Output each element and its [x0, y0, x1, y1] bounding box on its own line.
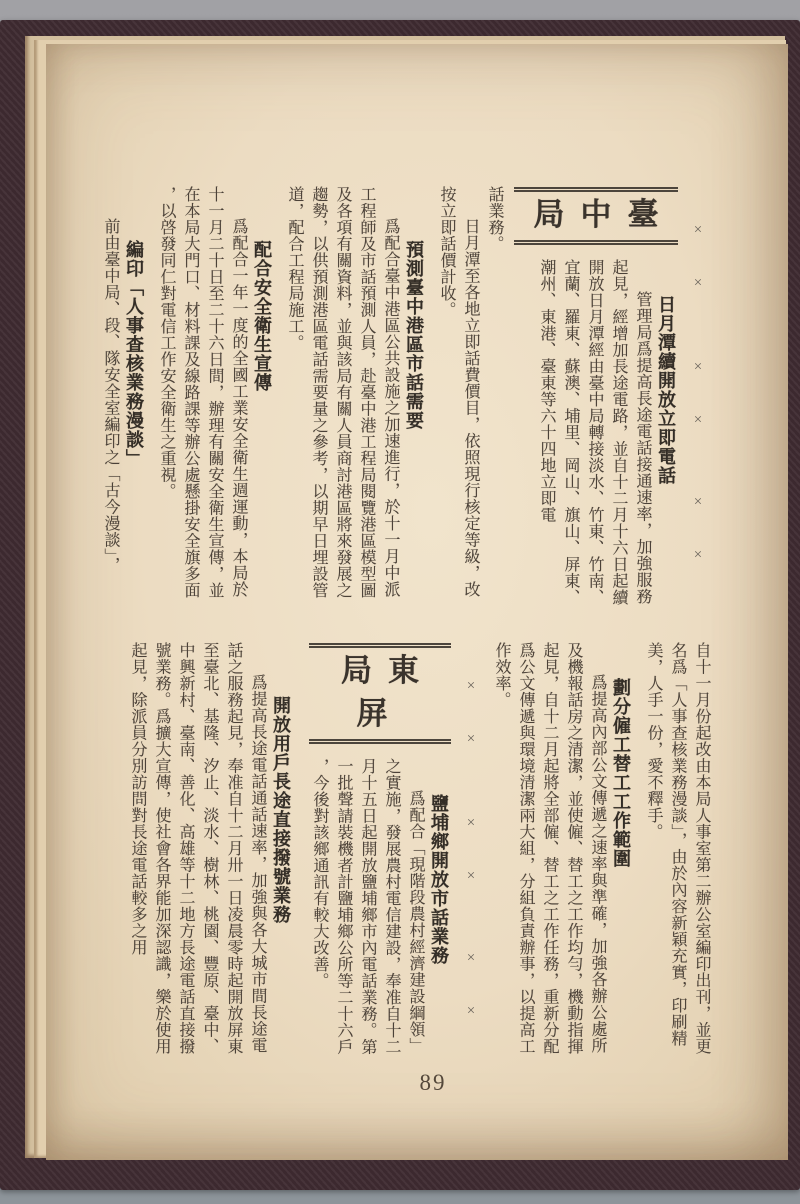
x-divider-mark: × — [693, 547, 703, 563]
section-title-pingtung: 局東屏 — [309, 643, 451, 744]
article-headline: 編印「人事查核業務漫談」 — [124, 240, 144, 468]
article-headline: 劃分僱工替工工作範圍 — [611, 678, 631, 868]
x-divider-column — [459, 642, 483, 1062]
book-page — [46, 44, 788, 1160]
article-paragraph: 管理局爲提高長途電話接通速率，加強服務起見，經增加長途電路，並自十二月十六日起續開放日月潭經由臺中局轉接淡水、竹東、竹南、宜蘭、羅東、蘇澳、埔里、岡山、旗山、屏東、潮州、東港、臺東等六十四地立即電 — [538, 258, 651, 606]
x-divider-mark: × — [693, 494, 703, 510]
article-paragraph: 話業務。 — [486, 186, 503, 252]
x-divider-mark: × — [466, 950, 476, 966]
x-divider-mark: × — [466, 815, 476, 831]
article-paragraph: 前由臺中局、段、隊安全室編印之「古今漫談」， — [102, 218, 119, 573]
x-divider-mark: × — [693, 222, 703, 238]
x-divider-mark: × — [466, 1003, 476, 1019]
section-pingtung — [95, 642, 713, 1062]
article-paragraph: 日月潭至各地立即話費價目，依照現行核定等級，改按立即話價計收。 — [438, 186, 479, 598]
article-headline: 開放用戶長途直接撥號業務 — [271, 696, 291, 924]
x-divider-mark: × — [693, 275, 703, 291]
taichung-lead-article — [506, 259, 686, 606]
section-title-taichung: 局中臺 — [514, 187, 678, 245]
article-paragraph: 爲配合一年一度的全國工業安全衛生週運動，本局於十一月二十日至二十六日間，辦理有關安全衛生宣傳，並在本局大門口、材料課及線路課等辦公處懸掛安全旗多面，以啓發同仁對電信工作安全衛生之重視。 — [158, 186, 247, 599]
article-headline: 日月潭續開放立即電話 — [656, 294, 676, 485]
x-divider-column — [686, 186, 710, 606]
article-paragraph: 爲提高長途電話通話速率，加強與各大城市間長途電話之服務起見，奉准自十二月卅一日凌晨零時起開放屏東至臺北、基隆、汐止、淡水、樹林、桃園、豐原、臺中、中興新村、臺南、善化、高雄等十二地方長途電話直接撥號業務。爲擴大宣傳，使社會各界能加深認識，樂於使用起見，除派員分別訪問對長途電話較多之用 — [129, 642, 266, 1055]
article-headline: 配合安全衛生宣傳 — [252, 240, 272, 392]
article-paragraph: 爲配合「現階段農村經濟建設綱領」之實施，發展農村電信建設，奉准自十二月十五日起開放鹽埔鄉市內電話業務。第一批聲請裝機者計鹽埔鄉公所等二十六戶，今後對該鄉通訊有較大改善。 — [311, 757, 424, 1055]
page-number: 89 — [419, 1070, 447, 1095]
taichung-articles-continued — [483, 642, 713, 1062]
x-divider-mark: × — [466, 731, 476, 747]
x-divider-mark: × — [466, 678, 476, 694]
article-paragraph: 爲配合臺中港區公共設施之加速進行，於十一月中派工程師及市話預測人員，赴臺中港工程局閱覽港區模型圖及各項有關資料，並與該局有關人員商討港區將來發展之趨勢，以供預測港區電話需要量之參考，以期早日埋設管道，配合工程局施工。 — [286, 186, 399, 599]
article-headline: 鹽埔鄉開放市話業務 — [429, 793, 449, 965]
pingtung-lead-article — [301, 758, 459, 1062]
x-divider-mark: × — [466, 868, 476, 884]
section-taichung — [95, 186, 710, 606]
article-paragraph: 爲提高內部公文傳遞之速率與準確，加強各辦公處所及機報話房之清潔，並使僱、替工之工作均勻，機動指揮起見，自十二月起將全部僱、替工之工作任務，重新分配爲公文傳遞與環境清潔兩大組，分組負責辦事，以提高工作效率。 — [493, 642, 606, 1055]
article-paragraph: 自十一月份起改由本局人事室第二辦公室編印出刊，並更名爲「人事查核業務漫談」，由於內容新穎充實，印刷精美，人手一份，愛不釋手。 — [645, 642, 710, 1055]
x-divider-mark: × — [693, 359, 703, 375]
x-divider-mark: × — [693, 412, 703, 428]
taichung-masthead-block — [506, 186, 686, 606]
pingtung-articles-flow — [95, 642, 301, 1062]
pingtung-masthead-block — [301, 642, 459, 1062]
article-headline: 預測臺中港區市話需要 — [404, 240, 424, 430]
taichung-articles-flow — [95, 186, 506, 606]
